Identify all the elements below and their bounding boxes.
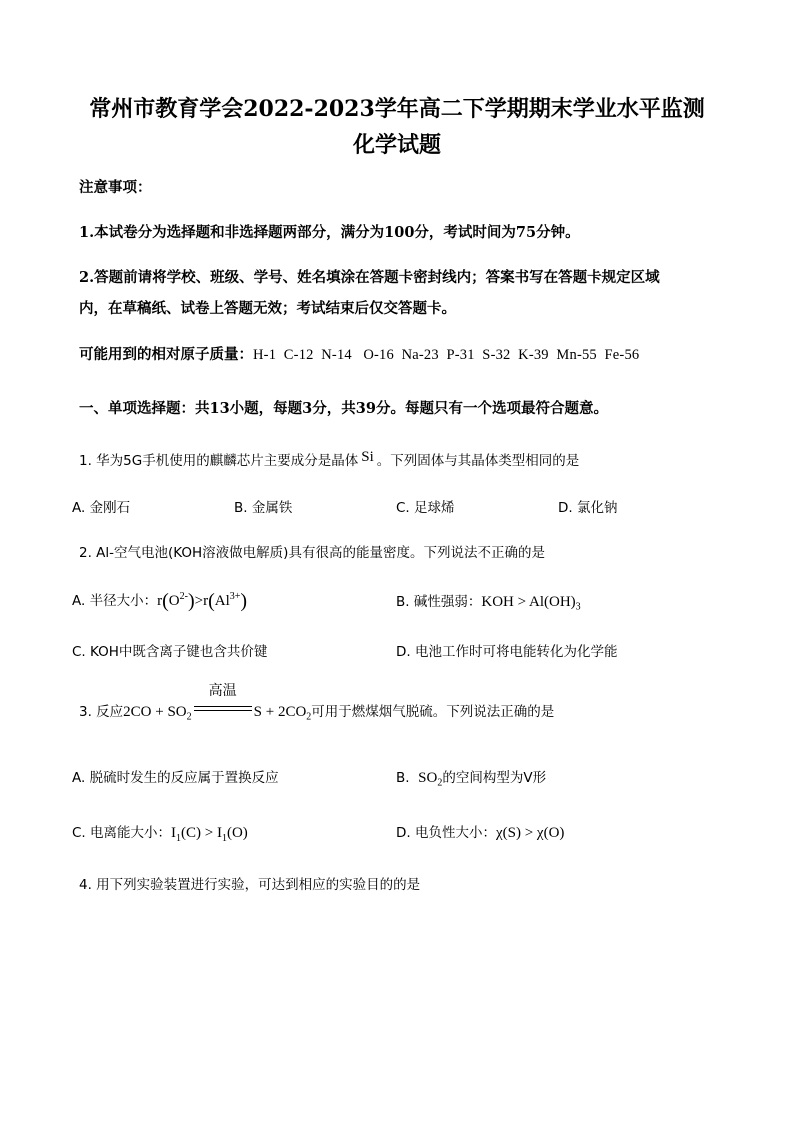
question-1-option-c: C. 足球烯	[396, 500, 455, 516]
page-title: 常州市教育学会2022-2023学年高二下学期期末学业水平监测	[89, 96, 705, 122]
so2-formula-sub: 2	[437, 777, 443, 789]
question-2-option-b-label: B. 碱性强弱：	[396, 594, 482, 610]
ionization-formula	[171, 825, 248, 844]
atomic-masses-label: 可能用到的相对原子质量：	[79, 346, 253, 363]
question-1-si-symbol: Si	[361, 449, 374, 465]
reaction-reactants-sub: 2	[186, 711, 192, 723]
question-1-option-a: A. 金刚石	[72, 500, 131, 516]
section-1-heading: 一、单项选择题：共13小题，每题3分，共39分。每题只有一个选项最符合题意。	[79, 400, 608, 417]
question-3-stem-after: 可用于燃煤烟气脱硫。下列说法正确的是	[311, 704, 555, 720]
question-3-stem	[79, 683, 555, 723]
so2-formula: SO	[418, 770, 438, 786]
ionization-right-sub: 1	[221, 833, 227, 844]
question-1-option-b: B. 金属铁	[234, 500, 293, 516]
question-3-option-a: A. 脱硫时发生的反应属于置换反应	[72, 770, 279, 786]
question-2-option-c: C. KOH中既含离子键也含共价键	[72, 644, 268, 660]
ionization-right-arg: (O)	[226, 825, 248, 841]
radius-left-r: r	[157, 593, 163, 609]
question-3-option-c	[72, 821, 248, 844]
question-3-option-d-label: D. 电负性大小：	[396, 825, 496, 841]
basicity-formula-sub: 3	[575, 601, 581, 613]
ionization-gt: >	[201, 825, 217, 841]
question-1-stem	[79, 449, 579, 470]
reaction-condition-arrow	[194, 683, 252, 714]
question-1-stem-before: 1. 华为5G手机使用的麒麟芯片主要成分是晶体	[79, 453, 359, 469]
reaction-products-sub: 2	[306, 711, 312, 723]
radius-left-ion: O	[168, 593, 180, 609]
question-2-option-a	[72, 589, 247, 613]
reaction-products: S + 2CO	[253, 704, 307, 720]
question-3-option-c-label: C. 电离能大小：	[72, 825, 172, 841]
question-2-option-b	[396, 590, 581, 613]
ionization-right: I	[216, 825, 222, 841]
radius-left-charge: 2-	[179, 591, 188, 602]
question-3-stem-prefix: 3. 反应	[79, 704, 124, 720]
question-4-stem: 4. 用下列实验装置进行实验，可达到相应的实验目的的是	[79, 877, 421, 893]
radius-formula: $r(O^{2-})>r(Al^{3+})$	[157, 590, 248, 612]
question-3-option-b	[396, 766, 546, 789]
notice-heading: 注意事项：	[79, 179, 152, 196]
radius-gt: >	[194, 593, 204, 609]
atomic-masses-values: H-1 C-12 N-14 O-16 Na-23 P-31 S-32 K-39 Mn-55 Fe-56	[253, 347, 640, 363]
electronegativity-formula: χ(S) > χ(O)	[495, 825, 565, 841]
ionization-left: I	[171, 825, 177, 841]
notice-item-2-line-1: 2.答题前请将学校、班级、学号、姓名填涂在答题卡密封线内；答案书写在答题卡规定区域	[79, 269, 660, 286]
ionization-left-arg: (C)	[181, 825, 202, 841]
page-subtitle: 化学试题	[352, 132, 441, 158]
notice-item-1: 1.本试卷分为选择题和非选择题两部分，满分为100分，考试时间为75分钟。	[79, 224, 580, 241]
radius-right-charge: 3+	[229, 591, 241, 602]
question-2-stem: 2. Al-空气电池(KOH溶液做电解质)具有很高的能量密度。下列说法不正确的是	[79, 545, 545, 561]
question-3-option-d	[396, 821, 564, 842]
reaction-condition: 高温	[208, 683, 237, 699]
ionization-left-sub: 1	[176, 833, 182, 844]
question-1-option-d: D. 氯化钠	[558, 500, 618, 516]
atomic-masses	[79, 343, 639, 364]
question-2-option-d: D. 电池工作时可将电能转化为化学能	[396, 644, 618, 660]
radius-right-ion: Al	[214, 593, 230, 609]
radius-right-r: r	[203, 593, 209, 609]
basicity-formula: KOH > Al(OH)	[481, 594, 576, 610]
question-3-option-b-label: B.	[396, 770, 419, 786]
reaction-reactants: 2CO + SO	[123, 704, 187, 720]
question-2-option-a-label: A. 半径大小：	[72, 593, 158, 609]
question-1-stem-after: 。下列固体与其晶体类型相同的是	[376, 453, 580, 469]
question-3-option-b-after: 的空间构型为V形	[442, 770, 547, 786]
notice-item-2-line-2: 内，在草稿纸、试卷上答题无效；考试结束后仅交答题卡。	[79, 300, 456, 317]
